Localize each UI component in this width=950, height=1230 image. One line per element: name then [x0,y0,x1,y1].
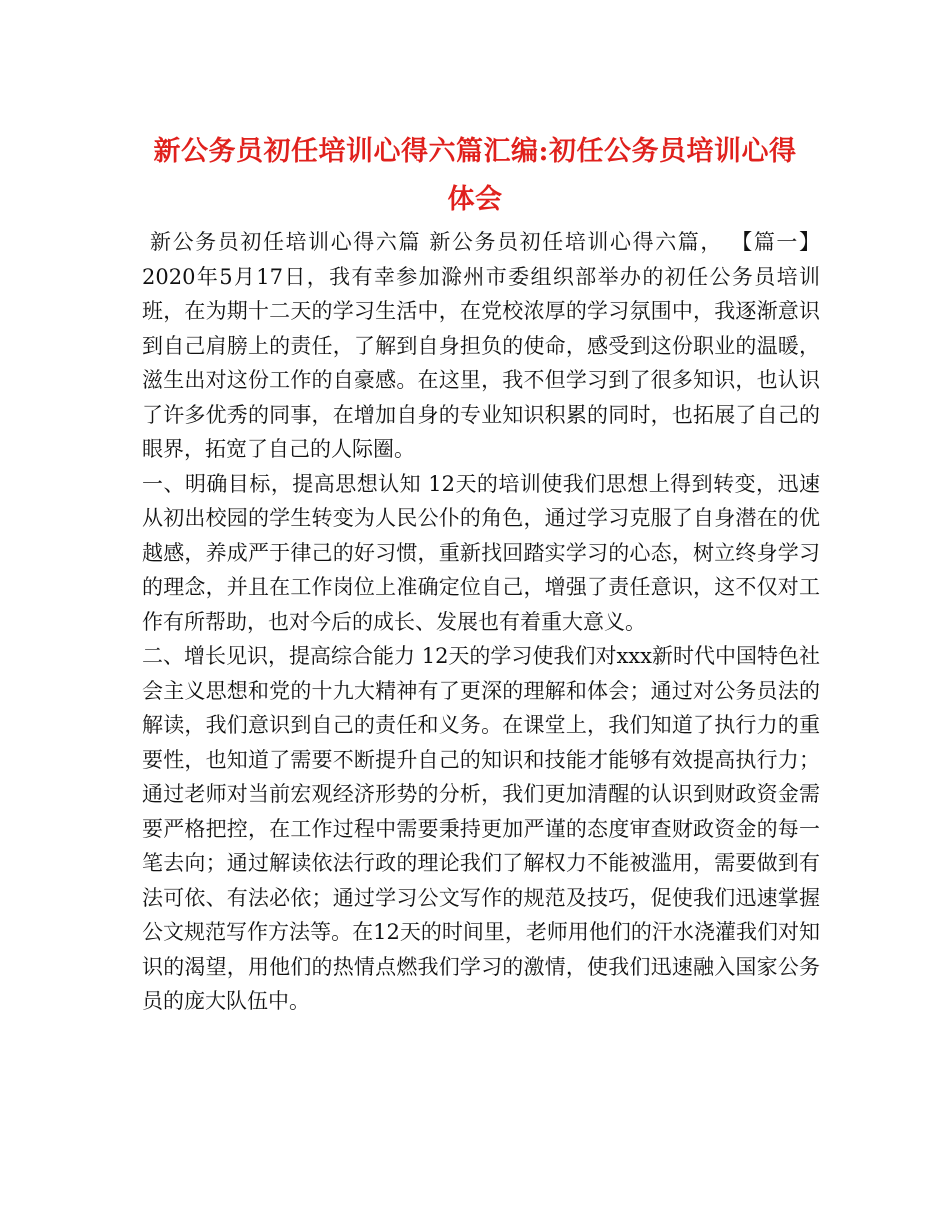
document-title: 新公务员初任培训心得六篇汇编:初任公务员培训心得体会 [153,136,797,215]
paragraph-section-one: 一、明确目标，提高思想认知 12天的培训使我们思想上得到转变，迅速从初出校园的学生转变为人民公仆的角色，通过学习克服了自身潜在的优越感，养成严于律己的好习惯，重新找回踏实学习的心态，树立终身学习的理念，并且在工作岗位上准确定位自己，增强了责任意识，这不仅对工作有所帮助，也对今后的成长、发展也有着重大意义。 [142,471,820,634]
paragraph-intro: 新公务员初任培训心得六篇 新公务员初任培训心得六篇， 【篇一】2020年5月17日，我有幸参加滁州市委组织部举办的初任公务员培训班，在为期十二天的学习生活中，在党校浓厚的学习氛围中，我逐渐意识到自己肩膀上的责任，了解到自身担负的使命，感受到这份职业的温暖，滋生出对这份工作的自豪感。在这里，我不但学习到了很多知识，也认识了许多优秀的同事，在增加自身的专业知识积累的同时，也拓展了自己的眼界，拓宽了自己的人际圈。 [142,230,820,461]
document-body [142,225,820,1019]
paragraph-section-two: 二、增长见识，提高综合能力 12天的学习使我们对xxx新时代中国特色社会主义思想和党的十九大精神有了更深的理解和体会；通过对公务员法的解读，我们意识到自己的责任和义务。在课堂上，我们知道了执行力的重要性，也知道了需要不断提升自己的知识和技能才能够有效提高执行力；通过老师对当前宏观经济形势的分析，我们更加清醒的认识到财政资金需要严格把控，在工作过程中需要秉持更加严谨的态度审查财政资金的每一笔去向；通过解读依法行政的理论我们了解权力不能被滥用，需要做到有法可依、有法必依；通过学习公文写作的规范及技巧，促使我们迅速掌握公文规范写作方法等。在12天的时间里，老师用他们的汗水浇灌我们对知识的渴望，用他们的热情点燃我们学习的激情，使我们迅速融入国家公务员的庞大队伍中。 [142,644,820,1013]
